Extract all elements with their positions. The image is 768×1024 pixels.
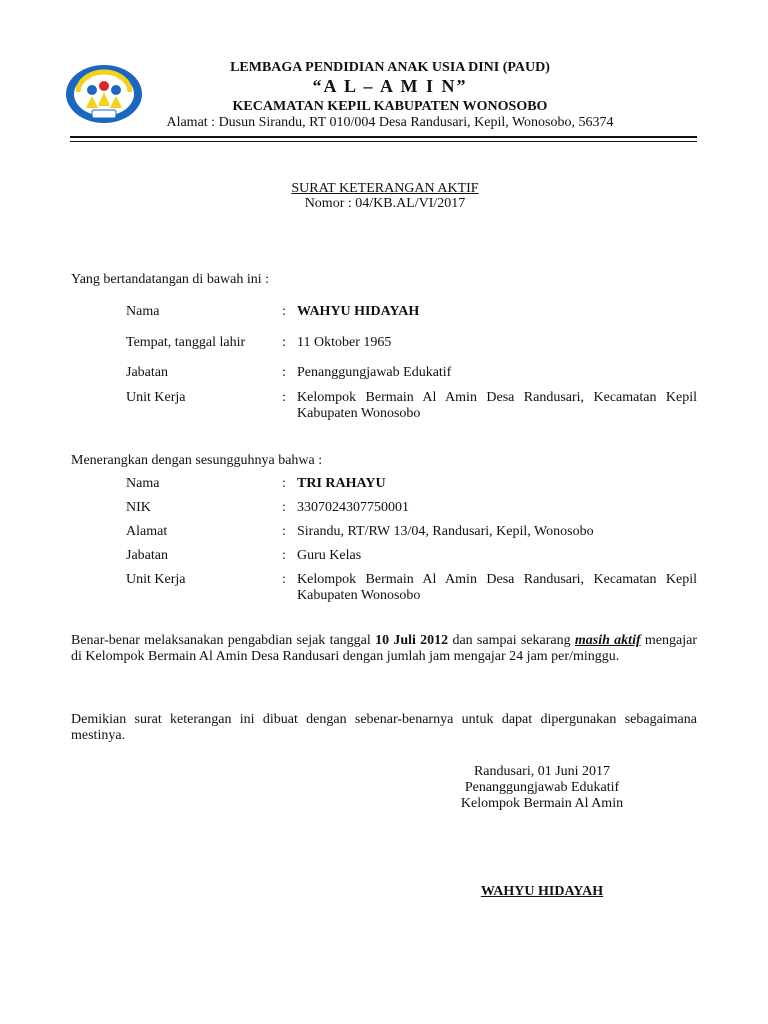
header-rule-thin bbox=[70, 141, 697, 142]
colon: : bbox=[282, 390, 286, 405]
signer-position-value: Penanggungjawab Edukatif bbox=[297, 365, 452, 380]
statement-text: Menerangkan dengan sesungguhnya bahwa : bbox=[71, 453, 323, 468]
institution-name: LEMBAGA PENDIDIAN ANAK USIA DINI (PAUD) bbox=[230, 60, 550, 75]
subject-address-label: Alamat bbox=[126, 524, 168, 539]
body-part2: dan sampai sekarang bbox=[448, 633, 575, 648]
signer-name-label: Nama bbox=[126, 304, 160, 319]
institution-region: KECAMATAN KEPIL KABUPATEN WONOSOBO bbox=[232, 99, 548, 114]
body-part1: Benar-benar melaksanakan pengabdian sejak tanggal bbox=[71, 633, 376, 648]
paud-logo-graphic bbox=[64, 62, 144, 126]
subject-nik-value: 3307024307750001 bbox=[297, 500, 409, 515]
subject-name-value: TRI RAHAYU bbox=[297, 476, 386, 491]
colon: : bbox=[282, 500, 286, 515]
body-part3: mengajar di Kelompok Bermain Al Amin Desa Randusari dengan jumlah jam mengajar 24 jam per/minggu. bbox=[71, 633, 697, 664]
colon: : bbox=[282, 548, 286, 563]
signer-position-label: Jabatan bbox=[126, 365, 168, 380]
colon: : bbox=[282, 524, 286, 539]
colon: : bbox=[282, 476, 286, 491]
colon: : bbox=[282, 304, 286, 319]
signer-birth-value: 11 Oktober 1965 bbox=[297, 335, 392, 350]
closing-paragraph: Demikian surat keterangan ini dibuat dengan sebenar-benarnya untuk dapat dipergunakan sebagaimana mestinya. bbox=[71, 712, 697, 743]
letter-title: SURAT KETERANGAN AKTIF bbox=[291, 181, 479, 196]
institution-title: “A L – A M I N” bbox=[312, 76, 468, 96]
subject-position-value: Guru Kelas bbox=[297, 548, 362, 563]
subject-position-label: Jabatan bbox=[126, 548, 168, 563]
intro-text: Yang bertandatangan di bawah ini : bbox=[71, 272, 270, 287]
subject-unit-label: Unit Kerja bbox=[126, 572, 186, 587]
signer-unit-value: Kelompok Bermain Al Amin Desa Randusari, Kecamatan Kepil Kabupaten Wonosobo bbox=[297, 390, 697, 421]
active-status: masih aktif bbox=[574, 633, 641, 648]
signer-name-value: WAHYU HIDAYAH bbox=[297, 304, 420, 319]
colon: : bbox=[282, 365, 286, 380]
signer-birth-label: Tempat, tanggal lahir bbox=[126, 335, 246, 350]
subject-name-label: Nama bbox=[126, 476, 160, 491]
header-rule-thick bbox=[70, 136, 697, 138]
body-paragraph bbox=[71, 633, 697, 665]
colon: : bbox=[282, 572, 286, 587]
colon: : bbox=[282, 335, 286, 350]
start-date: 10 Juli 2012 bbox=[375, 633, 449, 648]
letter-number: Nomor : 04/KB.AL/VI/2017 bbox=[304, 196, 466, 211]
signer-unit-label: Unit Kerja bbox=[126, 390, 186, 405]
signature-name: WAHYU HIDAYAH bbox=[480, 884, 604, 899]
signature-place-date: Randusari, 01 Juni 2017 bbox=[473, 764, 611, 779]
signature-position: Penanggungjawab Edukatif bbox=[464, 780, 620, 795]
subject-address-value: Sirandu, RT/RW 13/04, Randusari, Kepil, Wonosobo bbox=[297, 524, 594, 539]
institution-address: Alamat : Dusun Sirandu, RT 010/004 Desa Randusari, Kepil, Wonosobo, 56374 bbox=[166, 115, 614, 130]
signature-unit: Kelompok Bermain Al Amin bbox=[460, 796, 624, 811]
subject-nik-label: NIK bbox=[126, 500, 151, 515]
paud-logo bbox=[64, 62, 144, 126]
subject-unit-value: Kelompok Bermain Al Amin Desa Randusari, Kecamatan Kepil Kabupaten Wonosobo bbox=[297, 572, 697, 603]
